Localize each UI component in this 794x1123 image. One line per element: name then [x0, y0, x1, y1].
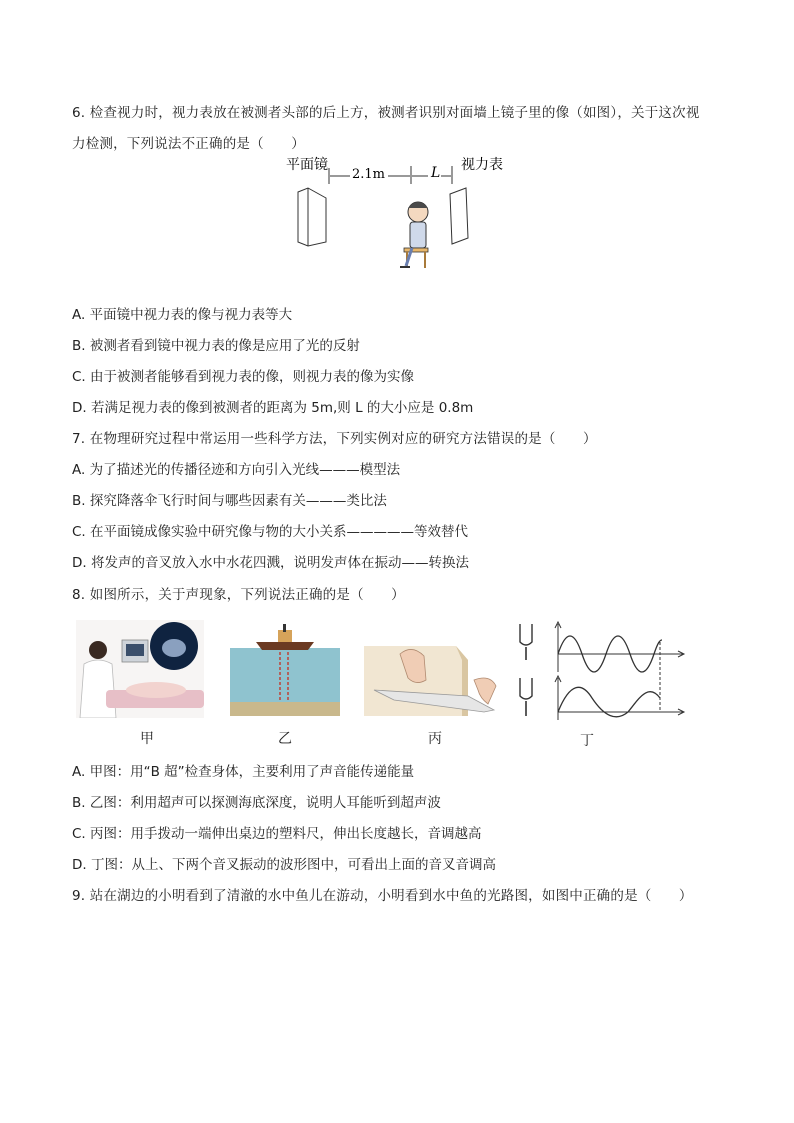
q6-option-b: B. 被测者看到镜中视力表的像是应用了光的反射 — [72, 338, 360, 354]
ultrasound-image — [162, 639, 186, 657]
yi-seabed — [230, 702, 340, 716]
figure-yi-svg — [230, 622, 340, 716]
ship-mast — [283, 624, 286, 632]
person-body — [410, 222, 426, 248]
tuning-fork-upper — [520, 624, 532, 645]
q8-option-a: A. 甲图：用“B 超”检查身体，主要利用了声音能传递能量 — [72, 764, 415, 780]
ship-hull — [256, 642, 314, 650]
q7-option-d: D. 将发声的音叉放入水中水花四溅，说明发声体在振动——转换法 — [72, 555, 469, 571]
q6-stem-line2: 力检测，下列说法不正确的是（ ） — [72, 136, 305, 152]
q8-option-c: C. 丙图：用手拨动一端伸出桌边的塑料尺，伸出长度越长，音调越高 — [72, 826, 482, 842]
q6-stem-line1: 6. 检查视力时，视力表放在被测者头部的后上方，被测者识别对面墙上镜子里的像（如图），关于这次视 — [72, 105, 700, 121]
q8-option-b: B. 乙图：利用超声可以探测海底深度，说明人耳能听到超声波 — [72, 795, 441, 811]
figure-yi — [230, 622, 340, 716]
figure-jia-svg — [76, 620, 204, 718]
hand-pluck — [474, 678, 496, 704]
q6-option-d: D. 若满足视力表的像到被测者的距离为 5m,则 L 的大小应是 0.8m — [72, 400, 474, 416]
q8-option-d: D. 丁图：从上、下两个音叉振动的波形图中，可看出上面的音叉音调高 — [72, 857, 496, 873]
patient-body — [126, 682, 186, 698]
caption-ding: 丁 — [580, 733, 594, 749]
q7-stem: 7. 在物理研究过程中常运用一些科学方法，下列实例对应的研究方法错误的是（ ） — [72, 431, 597, 447]
mirror-label: 平面镜 — [286, 157, 328, 173]
machine-monitor — [126, 644, 144, 656]
l-label: L — [431, 165, 441, 181]
distance-label: 2.1m — [352, 167, 386, 182]
q6-figure-svg — [280, 152, 520, 274]
caption-bing: 丙 — [428, 731, 442, 747]
q9-stem: 9. 站在湖边的小明看到了清澈的水中鱼儿在游动，小明看到水中鱼的光路图，如图中正确的是（ ） — [72, 888, 693, 904]
person-hair — [408, 202, 428, 208]
stool-seat — [404, 248, 428, 252]
figure-bing-svg — [364, 640, 500, 716]
figure-bing — [364, 640, 500, 716]
mirror-shape — [298, 188, 326, 246]
q7-option-b: B. 探究降落伞飞行时间与哪些因素有关———类比法 — [72, 493, 387, 509]
q6-option-a: A. 平面镜中视力表的像与视力表等大 — [72, 307, 293, 323]
figure-ding — [512, 620, 688, 722]
figure-jia — [76, 620, 204, 718]
q7-option-c: C. 在平面镜成像实验中研究像与物的大小关系—————等效替代 — [72, 524, 469, 540]
eye-chart-board — [450, 188, 468, 244]
caption-jia: 甲 — [140, 731, 154, 747]
q6-option-c: C. 由于被测者能够看到视力表的像，则视力表的像为实像 — [72, 369, 415, 385]
q7-option-a: A. 为了描述光的传播径迹和方向引入光线———模型法 — [72, 462, 401, 478]
tuning-fork-lower — [520, 678, 532, 699]
doctor-coat — [80, 660, 116, 718]
q8-stem: 8. 如图所示，关于声现象，下列说法正确的是（ ） — [72, 587, 405, 603]
caption-yi: 乙 — [278, 731, 292, 747]
doctor-head — [89, 641, 107, 659]
chart-label: 视力表 — [461, 157, 503, 173]
figure-ding-svg — [512, 620, 688, 722]
q6-figure — [280, 152, 520, 274]
